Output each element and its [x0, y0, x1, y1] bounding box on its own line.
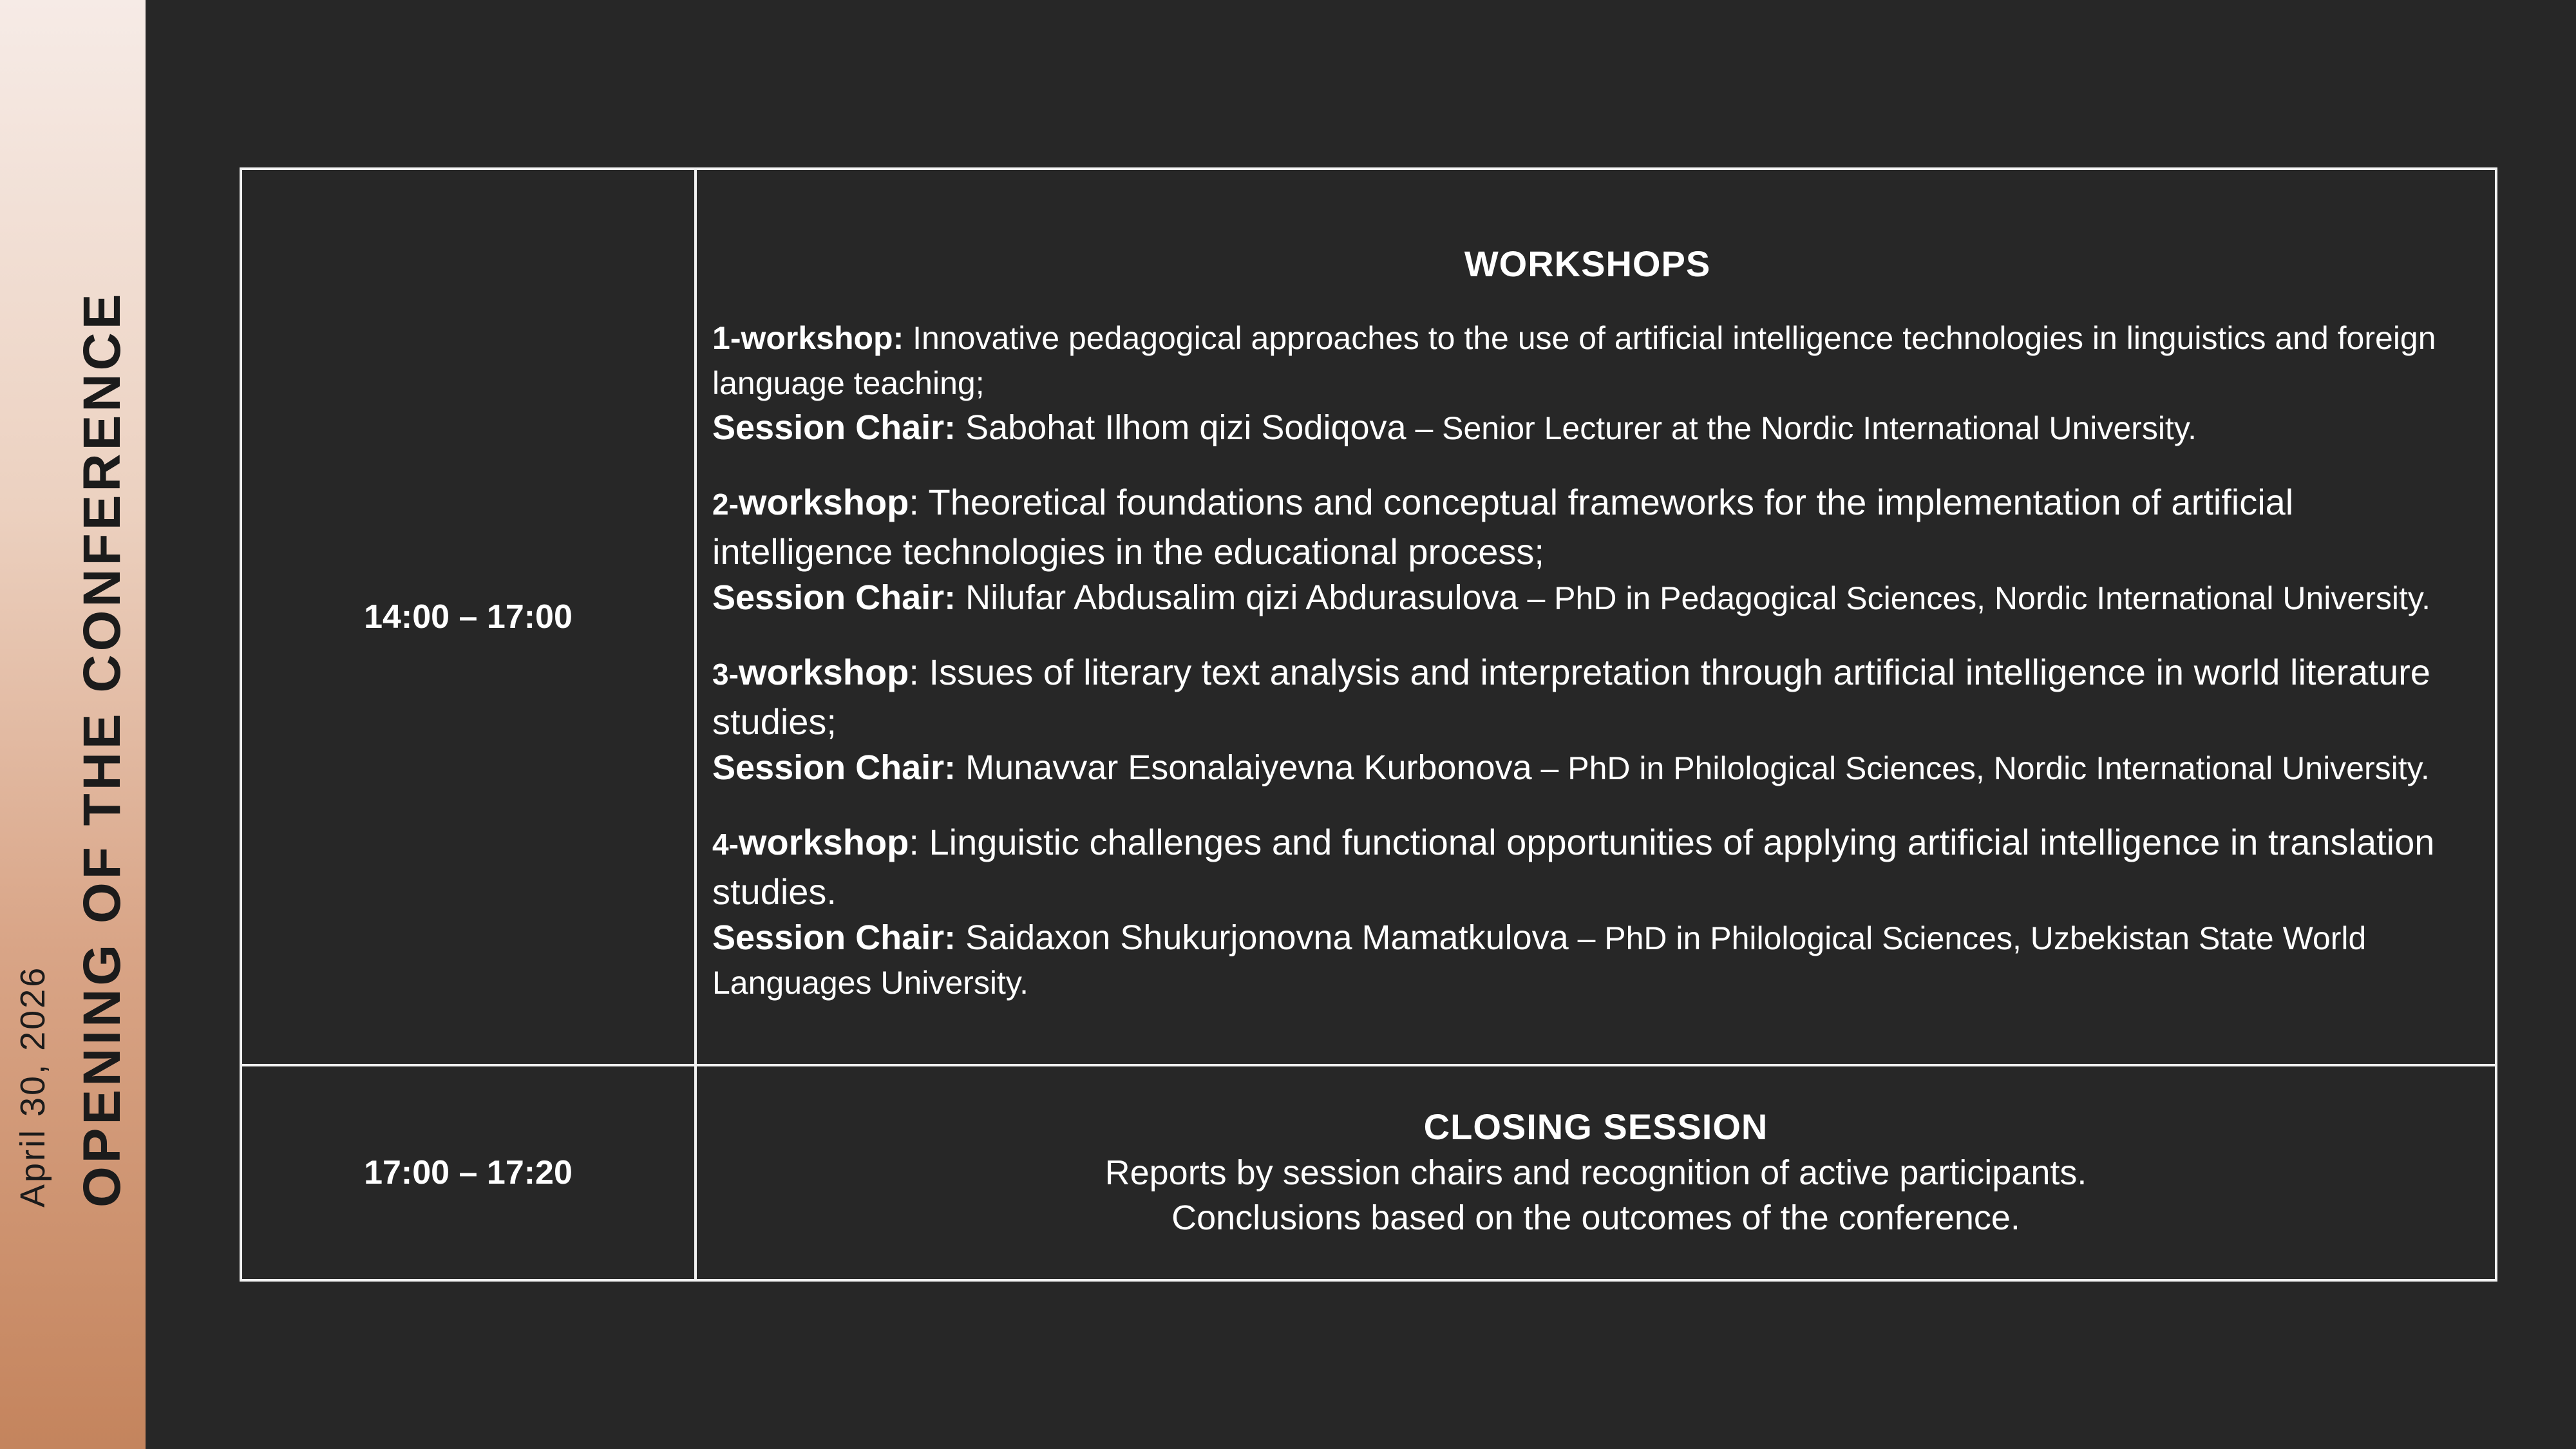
closing-line-1: Reports by session chairs and recognition of active participants. — [1104, 1153, 2087, 1192]
session-chair-label: Session Chair: — [712, 918, 956, 957]
session-chair-title: – PhD in Philological Sciences, Uzbekistan State World Languages University. — [712, 920, 2367, 1001]
schedule-row-closing — [241, 1065, 2496, 1280]
workshop-topic-text: : Linguistic challenges and functional opportunities of applying artificial intelligence in translation studies. — [712, 821, 2435, 912]
session-chair-name: Nilufar Abdusalim qizi Abdurasulova — [956, 578, 1519, 617]
workshop-label: workshop — [738, 651, 909, 692]
session-chair-label: Session Chair: — [712, 748, 956, 787]
session-chair-label: Session Chair: — [712, 408, 956, 447]
workshop-topic — [712, 649, 2463, 746]
workshops-heading: WORKSHOPS — [1464, 243, 1711, 284]
schedule-row-workshops — [241, 169, 2496, 1065]
sidebar-text-group — [0, 80, 146, 1368]
workshop-label: workshop — [738, 821, 909, 862]
workshops-cell — [696, 169, 2496, 1065]
workshop-item-2 — [712, 478, 2463, 620]
sidebar-title: OPENING OF THE CONFERENCE — [73, 290, 131, 1208]
workshop-topic — [712, 316, 2463, 406]
workshop-number: 3- — [712, 657, 739, 691]
workshop-number: 1 — [712, 319, 730, 356]
session-chair — [712, 916, 2463, 1005]
sidebar-banner — [0, 0, 146, 1449]
session-chair-title: – PhD in Philological Sciences, Nordic International University. — [1531, 750, 2430, 786]
workshop-topic-text: : Issues of literary text analysis and interpretation through artificial intelligence in world literature studies; — [712, 651, 2430, 742]
workshop-topic-text: Innovative pedagogical approaches to the use of artificial intelligence technologies in linguistics and foreign language teaching; — [712, 319, 2436, 401]
session-chair — [712, 576, 2463, 620]
closing-line-2: Conclusions based on the outcomes of the conference. — [1171, 1198, 2020, 1237]
workshop-label: workshop — [738, 481, 909, 522]
closing-heading: CLOSING SESSION — [1423, 1106, 1768, 1147]
workshop-label: -workshop: — [730, 319, 904, 356]
workshop-topic — [712, 819, 2463, 916]
session-chair-name: Munavvar Esonalaiyevna Kurbonova — [956, 748, 1532, 787]
session-chair-label: Session Chair: — [712, 578, 956, 617]
workshop-item-1 — [712, 316, 2463, 450]
session-chair-name: Saidaxon Shukurjonovna Mamatkulova — [956, 918, 1569, 957]
session-chair — [712, 406, 2463, 450]
session-chair-title: – Senior Lecturer at the Nordic International University. — [1406, 410, 2197, 446]
conference-date: April 30, 2026 — [14, 965, 52, 1208]
session-chair-title: – PhD in Pedagogical Sciences, Nordic International University. — [1518, 580, 2431, 616]
schedule-table — [240, 167, 2497, 1282]
workshop-topic — [712, 478, 2463, 576]
time-cell-workshops: 14:00 – 17:00 — [241, 169, 696, 1065]
closing-session-cell — [696, 1065, 2496, 1280]
workshop-topic-text: : Theoretical foundations and conceptual frameworks for the implementation of artificial intelligence technologies in the educational process; — [712, 481, 2294, 572]
workshop-number: 4- — [712, 827, 739, 861]
workshop-item-4 — [712, 819, 2463, 1005]
workshop-item-3 — [712, 649, 2463, 790]
time-cell-closing: 17:00 – 17:20 — [241, 1065, 696, 1280]
session-chair-name: Sabohat Ilhom qizi Sodiqova — [956, 408, 1406, 447]
session-chair — [712, 746, 2463, 790]
workshop-number: 2- — [712, 487, 739, 521]
